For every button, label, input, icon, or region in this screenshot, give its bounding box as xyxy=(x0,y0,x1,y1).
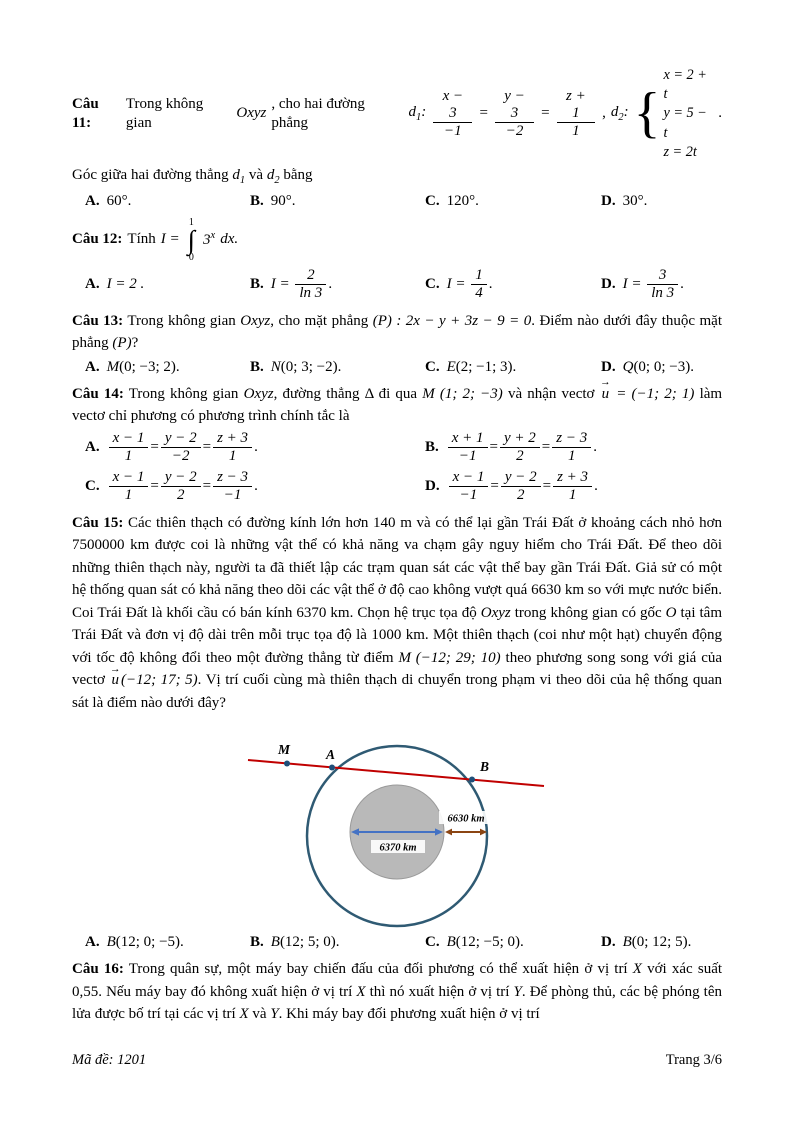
q11-text-5: bằng xyxy=(283,167,313,184)
position-Y-symbol: Y xyxy=(513,983,522,1000)
vector-u-symbol: → u xyxy=(600,383,612,406)
q16-text-6: . Khi máy bay đối phương xuất hiện ở vị trí xyxy=(278,1006,540,1023)
q16-text-5: và xyxy=(252,1006,267,1023)
d1-symbol: $d_1$: xyxy=(408,104,427,124)
option-c-value: 120°. xyxy=(446,192,479,209)
option-d: D. I = $\frac{3}{\ln 3}$ . xyxy=(601,267,684,302)
point-M: M (1; 2; −3) xyxy=(422,385,503,402)
option-c: C. E(2; −1; 3). xyxy=(425,358,517,375)
q15-text-4: theo phương song song với giá của vectơ xyxy=(72,649,723,689)
option-b: B. $\frac{x + 1}{-1}$ = $\frac{y + 2}{2}$ = $\frac{z - 3}{1}$ . xyxy=(425,429,597,464)
q14-text-3: và nhận vectơ xyxy=(507,385,595,402)
option-a-value: I = 2 . xyxy=(106,276,145,293)
vector-u-value: = (−1; 2; 1) xyxy=(616,385,695,402)
q14-options xyxy=(72,430,722,505)
vector-u-value: (−12; 17; 5) xyxy=(120,672,198,689)
plane-symbol: (P) xyxy=(112,335,132,352)
equals-sign: = xyxy=(479,105,488,122)
exam-code: Mã đề: 1201 xyxy=(72,1052,147,1068)
question-15 xyxy=(72,512,722,952)
equals-sign: = xyxy=(541,105,550,122)
q15-text-3: tại tâm Trái Đất và đơn vị độ dài trên mỗi trục tọa độ là 1000 km. Một thiên thạch (coi như một hạt) chuyển động với tốc độ không đổi theo một đường thẳng từ điểm xyxy=(72,604,722,666)
question-label: Câu 15: xyxy=(72,514,124,531)
position-X-symbol: X xyxy=(239,1006,249,1023)
point-A-dot xyxy=(329,765,335,771)
d1-symbol: $d_1$ xyxy=(232,167,246,187)
oxyz-symbol: Oxyz xyxy=(243,385,274,402)
question-mark: ? xyxy=(131,335,139,352)
option-b-value: 90°. xyxy=(270,192,296,209)
q15-options xyxy=(72,934,722,951)
q15-text-1: Các thiên thạch có đường kính lớn hơn 140 m và có thể lại gần Trái Đất ở khoảng cách nhỏ hơn 7500000 km được coi là những vật thể có khả năng va chạm gây nguy hiểm cho Trái Đất. Để theo dõi những thiên thạch này, người ta đã thiết lập các trạm quan sát các vật thể bay gần Trái Đất. Giả sử có một hệ thống quan sát có khả năng theo dõi các vật thể ở độ cao không vượt quá 6630 km so với mực nước biển. Coi Trái Đất là khối cầu có bán kính 6370 km. Chọn hệ trục tọa độ xyxy=(72,514,723,621)
question-14 xyxy=(72,383,722,505)
option-a-value: 60°. xyxy=(106,192,132,209)
q15-text-5: . Vị trí cuối cùng mà thiên thạch di chuyển trong phạm vi theo dõi của hệ thống quan sát là điểm nào dưới đây? xyxy=(72,672,722,711)
option-c: C. 120°. xyxy=(425,192,479,209)
brace: { xyxy=(633,82,661,145)
option-d: D. B(0; 12; 5). xyxy=(601,934,692,951)
option-a-value: (12; 0; −5). xyxy=(115,934,184,951)
question-label: Câu 12: xyxy=(72,231,123,248)
question-label: Câu 11: xyxy=(72,95,99,132)
option-b: B. N(0; 3; −2). xyxy=(250,358,342,375)
point-A-label: A xyxy=(326,747,336,763)
altitude-arrowhead-left xyxy=(445,829,452,836)
q13-text-2: , cho mặt phẳng xyxy=(270,312,369,329)
integral-lhs: I = xyxy=(160,231,180,248)
q14-text-1: Trong không gian xyxy=(128,385,239,402)
q11-options xyxy=(72,193,722,210)
option-b: B. B(12; 5; 0). xyxy=(250,934,340,951)
option-d-value: 30°. xyxy=(622,192,648,209)
point-M-dot xyxy=(284,761,290,767)
option-d: D. $\frac{x - 1}{-1}$ = $\frac{y - 2}{2}$ = $\frac{z + 3}{1}$ . xyxy=(425,469,598,504)
point-M-label: M xyxy=(278,742,291,758)
q15-statement xyxy=(72,512,722,715)
d2-symbol: $d_2$: xyxy=(610,104,629,124)
q14-statement xyxy=(72,383,722,428)
q15-text-2: trong không gian có gốc xyxy=(514,604,662,621)
fraction-3: $\frac{z + 1}{1}$ xyxy=(557,88,595,141)
option-d: D. 30°. xyxy=(601,192,648,209)
q12-options xyxy=(72,267,722,303)
oxyz-symbol: Oxyz xyxy=(240,312,271,329)
position-Y-symbol: Y xyxy=(270,1006,279,1023)
earth-observation-diagram xyxy=(72,718,722,930)
option-a: A. 60°. xyxy=(85,192,132,209)
q11-text-1: Trong không gian xyxy=(125,95,204,132)
page-number: Trang 3/6 xyxy=(665,1052,722,1068)
question-12 xyxy=(72,217,722,303)
integral-sign: 1 ∫ 0 xyxy=(187,216,196,264)
option-b: B. I = $\frac{2}{\ln 3}$ . xyxy=(250,267,333,302)
q11-text-3: Góc giữa hai đường thẳng xyxy=(72,167,229,184)
q13-options xyxy=(72,359,722,376)
question-label: Câu 13: xyxy=(72,312,124,329)
position-X-symbol: X xyxy=(356,983,366,1000)
q12-text-1: Tính xyxy=(127,231,156,248)
option-d: D. Q(0; 0; −3). xyxy=(601,358,694,375)
question-16 xyxy=(72,958,722,1026)
position-X-symbol: X xyxy=(632,961,642,978)
option-a: A. B(12; 0; −5). xyxy=(85,934,184,951)
q11-text-2: , cho hai đường phẳng xyxy=(271,95,365,132)
option-d-fraction: $\frac{3}{\ln 3}$ xyxy=(647,267,678,303)
comma: , xyxy=(602,105,606,122)
option-c: C. $\frac{x - 1}{1}$ = $\frac{y - 2}{2}$ = $\frac{z - 3}{-1}$ . xyxy=(85,469,258,504)
q11-statement-2 xyxy=(72,164,722,189)
q16-text-1: Trong quân sự, một máy bay chiến đấu của đối phương có thể xuất hiện ở vị trí xyxy=(128,961,628,978)
oxyz-symbol: Oxyz xyxy=(480,604,511,621)
point-M: M (−12; 29; 10) xyxy=(398,649,501,666)
q14-text-2: , đường thẳng Δ đi qua xyxy=(273,385,418,402)
integrand: 3$^x$ xyxy=(203,230,216,249)
option-a-value: (0; −3; 2). xyxy=(119,358,180,375)
question-13 xyxy=(72,310,722,376)
point-B-label: B xyxy=(480,759,490,775)
question-label: Câu 14: xyxy=(72,385,124,402)
q11-statement xyxy=(72,66,722,162)
system-line-2: y = 5 − t xyxy=(663,105,707,141)
option-c-value: (12; −5; 0). xyxy=(455,934,524,951)
system-line-1: x = 2 + t xyxy=(663,67,707,103)
fraction-1: $\frac{x - 3}{-1}$ xyxy=(433,88,472,141)
option-d-value: (0; 0; −3). xyxy=(633,358,694,375)
plane-equation: (P) : 2x − y + 3z − 9 = 0 xyxy=(372,312,532,329)
option-b-value: (0; 3; −2). xyxy=(280,358,342,375)
upper-limit: 1 xyxy=(188,216,194,228)
lower-limit: 0 xyxy=(188,252,194,264)
differential: dx. xyxy=(220,231,239,248)
option-d-value: (0; 12; 5). xyxy=(631,934,692,951)
origin-symbol: O xyxy=(665,604,677,621)
q16-text-2: với xác suất 0,55. Nếu máy bay đó không xuất hiện ở vị trí xyxy=(72,961,723,1000)
meteor-trajectory-line xyxy=(248,760,544,786)
page-footer xyxy=(72,1052,722,1069)
earth-radius-label: 6370 km xyxy=(379,842,417,854)
point-B-dot xyxy=(469,777,475,783)
q12-statement xyxy=(72,217,722,263)
option-a: A. $\frac{x - 1}{1}$ = $\frac{y - 2}{-2}$ = $\frac{z + 3}{1}$ . xyxy=(85,429,258,464)
q14-text-4: làm vectơ chỉ phương có phương trình chính tắc là xyxy=(72,385,723,425)
vector-u-symbol: → u xyxy=(109,669,121,692)
option-b: B. 90°. xyxy=(250,192,296,209)
option-c-value: (2; −1; 3). xyxy=(455,358,517,375)
altitude-label: 6630 km xyxy=(447,813,485,825)
question-11 xyxy=(72,66,722,210)
q16-text-4: . Để phòng thủ, các bệ phóng tên lửa được bố trí tại các vị trí xyxy=(72,983,723,1023)
fraction-2: $\frac{y - 3}{-2}$ xyxy=(495,88,534,141)
option-b-fraction: $\frac{2}{\ln 3}$ xyxy=(295,267,326,303)
system-line-3: z = 2t xyxy=(663,143,697,160)
q13-text-3: . Điểm nào dưới đây thuộc mặt phẳng xyxy=(72,312,723,352)
oxyz-symbol: Oxyz xyxy=(236,105,267,122)
option-c: C. I = $\frac{1}{4}$ . xyxy=(425,267,493,302)
q16-statement xyxy=(72,958,722,1026)
q11-text-4: và xyxy=(248,167,264,184)
parametric-system xyxy=(634,66,714,162)
q13-statement xyxy=(72,310,722,355)
d2-symbol: $d_2$ xyxy=(266,167,280,187)
option-b-value: (12; 5; 0). xyxy=(279,934,340,951)
option-a: A. M(0; −3; 2). xyxy=(85,358,180,375)
option-c-fraction: $\frac{1}{4}$ xyxy=(471,267,487,303)
diagram-svg xyxy=(232,718,562,930)
option-a: A. I = 2 . xyxy=(85,276,145,293)
q13-text-1: Trong không gian xyxy=(127,312,236,329)
q16-text-3: thì nó xuất hiện ở vị trí xyxy=(369,983,510,1000)
question-label: Câu 16: xyxy=(72,961,124,978)
period: . xyxy=(718,105,722,122)
option-c: C. B(12; −5; 0). xyxy=(425,934,524,951)
